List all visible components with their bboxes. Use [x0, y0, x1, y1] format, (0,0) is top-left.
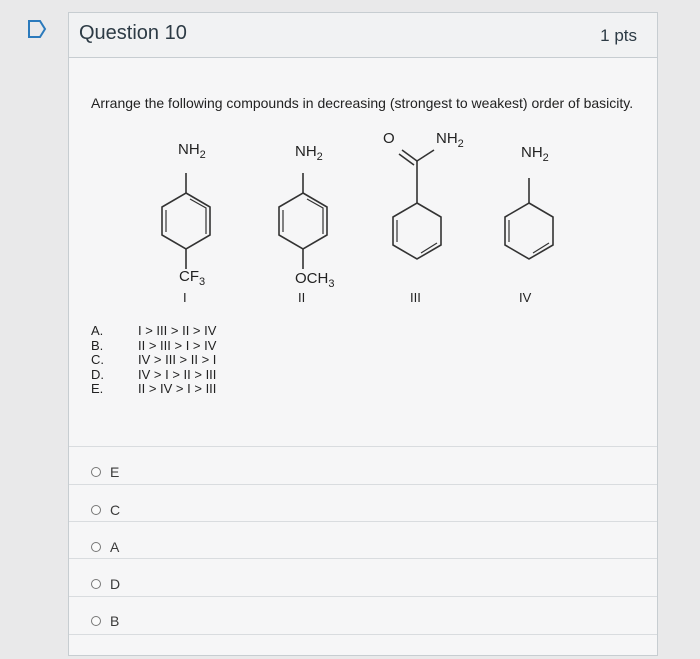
compound-3-amine: $NH_2$: [436, 130, 464, 150]
question-card: [68, 12, 658, 656]
compound-1-numeral: I: [183, 290, 187, 305]
benzene-ring-2: [279, 193, 327, 249]
radio-button[interactable]: [91, 542, 101, 552]
answer-divider: [69, 558, 657, 559]
answer-divider: [69, 521, 657, 522]
choice-item: E. II > IV > I > III: [91, 381, 217, 396]
radio-button[interactable]: [91, 579, 101, 589]
answer-option-d[interactable]: D: [91, 576, 120, 592]
compound-3-numeral: III: [410, 290, 421, 305]
question-prompt: Arrange the following compounds in decreasing (strongest to weakest) order of basicity.: [91, 95, 634, 111]
answer-option-e[interactable]: E: [91, 464, 119, 480]
compound-3-oxygen: O: [383, 130, 395, 147]
benzene-ring-1: [162, 193, 210, 249]
choice-item: A. I > III > II > IV: [91, 323, 217, 338]
choice-item: C. IV > III > II > I: [91, 352, 217, 367]
answer-option-a[interactable]: A: [91, 539, 119, 555]
choice-item: B. II > III > I > IV: [91, 337, 217, 353]
benzene-ring-3: [393, 203, 441, 259]
question-title: Question 10: [79, 22, 187, 44]
compound-1-bottom-group: $CF_3$: [179, 268, 206, 288]
answer-divider: [69, 596, 657, 597]
radio-button[interactable]: [91, 616, 101, 626]
answer-option-c[interactable]: C: [91, 502, 120, 518]
answer-divider: [69, 634, 657, 635]
choice-item: D. IV > I > II > III: [91, 366, 217, 382]
benzene-ring-4: [505, 203, 553, 259]
answer-option-b[interactable]: B: [91, 613, 119, 629]
compound-2-numeral: II: [298, 290, 306, 305]
flag-question-icon[interactable]: [26, 18, 48, 40]
answer-divider: [69, 484, 657, 485]
answer-divider: [69, 446, 657, 447]
choices-list: [91, 324, 216, 397]
compound-2-bottom-group: $OCH_3$: [295, 270, 335, 290]
radio-button[interactable]: [91, 467, 101, 477]
compound-1-top-group: $NH_2$: [178, 141, 206, 161]
compound-4-top-group: $NH_2$: [521, 144, 549, 164]
question-points: 1 pts: [600, 26, 637, 45]
compound-structures: [69, 13, 659, 313]
radio-button[interactable]: [91, 505, 101, 515]
compound-4-numeral: IV: [519, 290, 532, 305]
compound-2-top-group: $NH_2$: [295, 143, 323, 163]
